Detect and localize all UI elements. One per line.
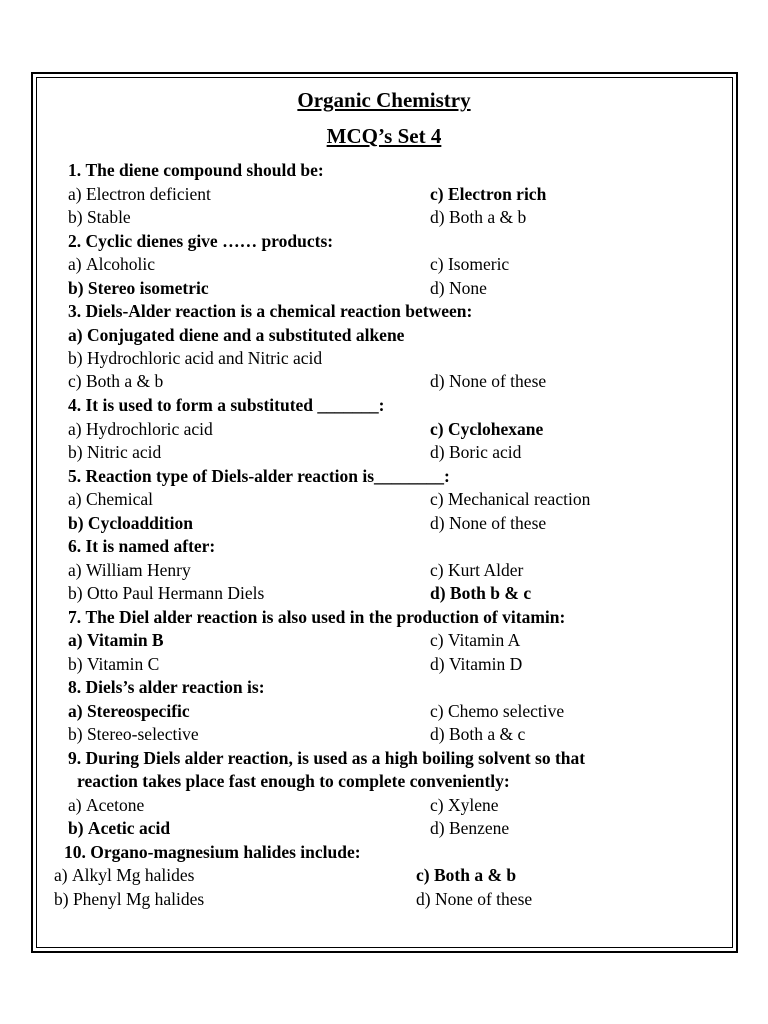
q9-option-a: a) Acetone [68,795,145,815]
q8-option-c: c) Chemo selective [430,701,565,721]
question-1: 1. The diene compound should be: [68,160,324,180]
q1-option-b: b) Stable [68,207,131,227]
q7-option-b: b) Vitamin C [68,654,160,674]
q1-option-a: a) Electron deficient [68,184,211,204]
q7-option-a: a) Vitamin B [68,630,164,650]
q6-option-d: d) Both b & c [430,583,532,603]
q1-option-d: d) Both a & b [430,207,527,227]
q3-option-a: a) Conjugated diene and a substituted alkene [68,325,405,345]
q5-option-c: c) Mechanical reaction [430,489,591,509]
q4-option-c: c) Cyclohexane [430,419,544,439]
question-6: 6. It is named after: [68,536,216,556]
q9-option-c: c) Xylene [430,795,499,815]
q6-option-a: a) William Henry [68,560,191,580]
page-title: Organic Chemistry [297,88,471,112]
page-subtitle: MCQ’s Set 4 [326,124,442,148]
q8-option-d: d) Both a & c [430,724,526,744]
q2-option-b: b) Stereo isometric [68,278,209,298]
question-4: 4. It is used to form a substituted _______: [68,395,385,415]
question-8: 8. Diels’s alder reaction is: [68,677,265,697]
q3-option-d: d) None of these [430,371,547,391]
q2-option-c: c) Isomeric [430,254,510,274]
question-9: 9. During Diels alder reaction, is used as a high boiling solvent so that [68,748,586,768]
q5-option-b: b) Cycloaddition [68,513,193,533]
q4-option-a: a) Hydrochloric acid [68,419,213,439]
q8-option-a: a) Stereospecific [68,701,190,721]
question-10: 10. Organo-magnesium halides include: [64,842,361,862]
q4-option-b: b) Nitric acid [68,442,162,462]
q7-option-d: d) Vitamin D [430,654,523,674]
q6-option-c: c) Kurt Alder [430,560,524,580]
q10-option-a: a) Alkyl Mg halides [54,865,195,885]
q2-option-a: a) Alcoholic [68,254,155,274]
q3-option-b: b) Hydrochloric acid and Nitric acid [68,348,323,368]
q3-option-c: c) Both a & b [68,371,164,391]
question-3: 3. Diels-Alder reaction is a chemical reaction between: [68,301,473,321]
q9-option-b: b) Acetic acid [68,818,171,838]
q9-option-d: d) Benzene [430,818,510,838]
question-5: 5. Reaction type of Diels-alder reaction is________: [68,466,450,486]
question-2: 2. Cyclic dienes give …… products: [68,231,334,251]
q5-option-a: a) Chemical [68,489,154,509]
q4-option-d: d) Boric acid [430,442,522,462]
q10-option-d: d) None of these [416,889,533,909]
question-7: 7. The Diel alder reaction is also used in the production of vitamin: [68,607,566,627]
q1-option-c: c) Electron rich [430,184,547,204]
q8-option-b: b) Stereo-selective [68,724,199,744]
q6-option-b: b) Otto Paul Hermann Diels [68,583,265,603]
question-9-continued: reaction takes place fast enough to complete conveniently: [77,771,510,791]
q10-option-c: c) Both a & b [416,865,517,885]
q2-option-d: d) None [430,278,487,298]
q10-option-b: b) Phenyl Mg halides [54,889,205,909]
q5-option-d: d) None of these [430,513,547,533]
q7-option-c: c) Vitamin A [430,630,521,650]
